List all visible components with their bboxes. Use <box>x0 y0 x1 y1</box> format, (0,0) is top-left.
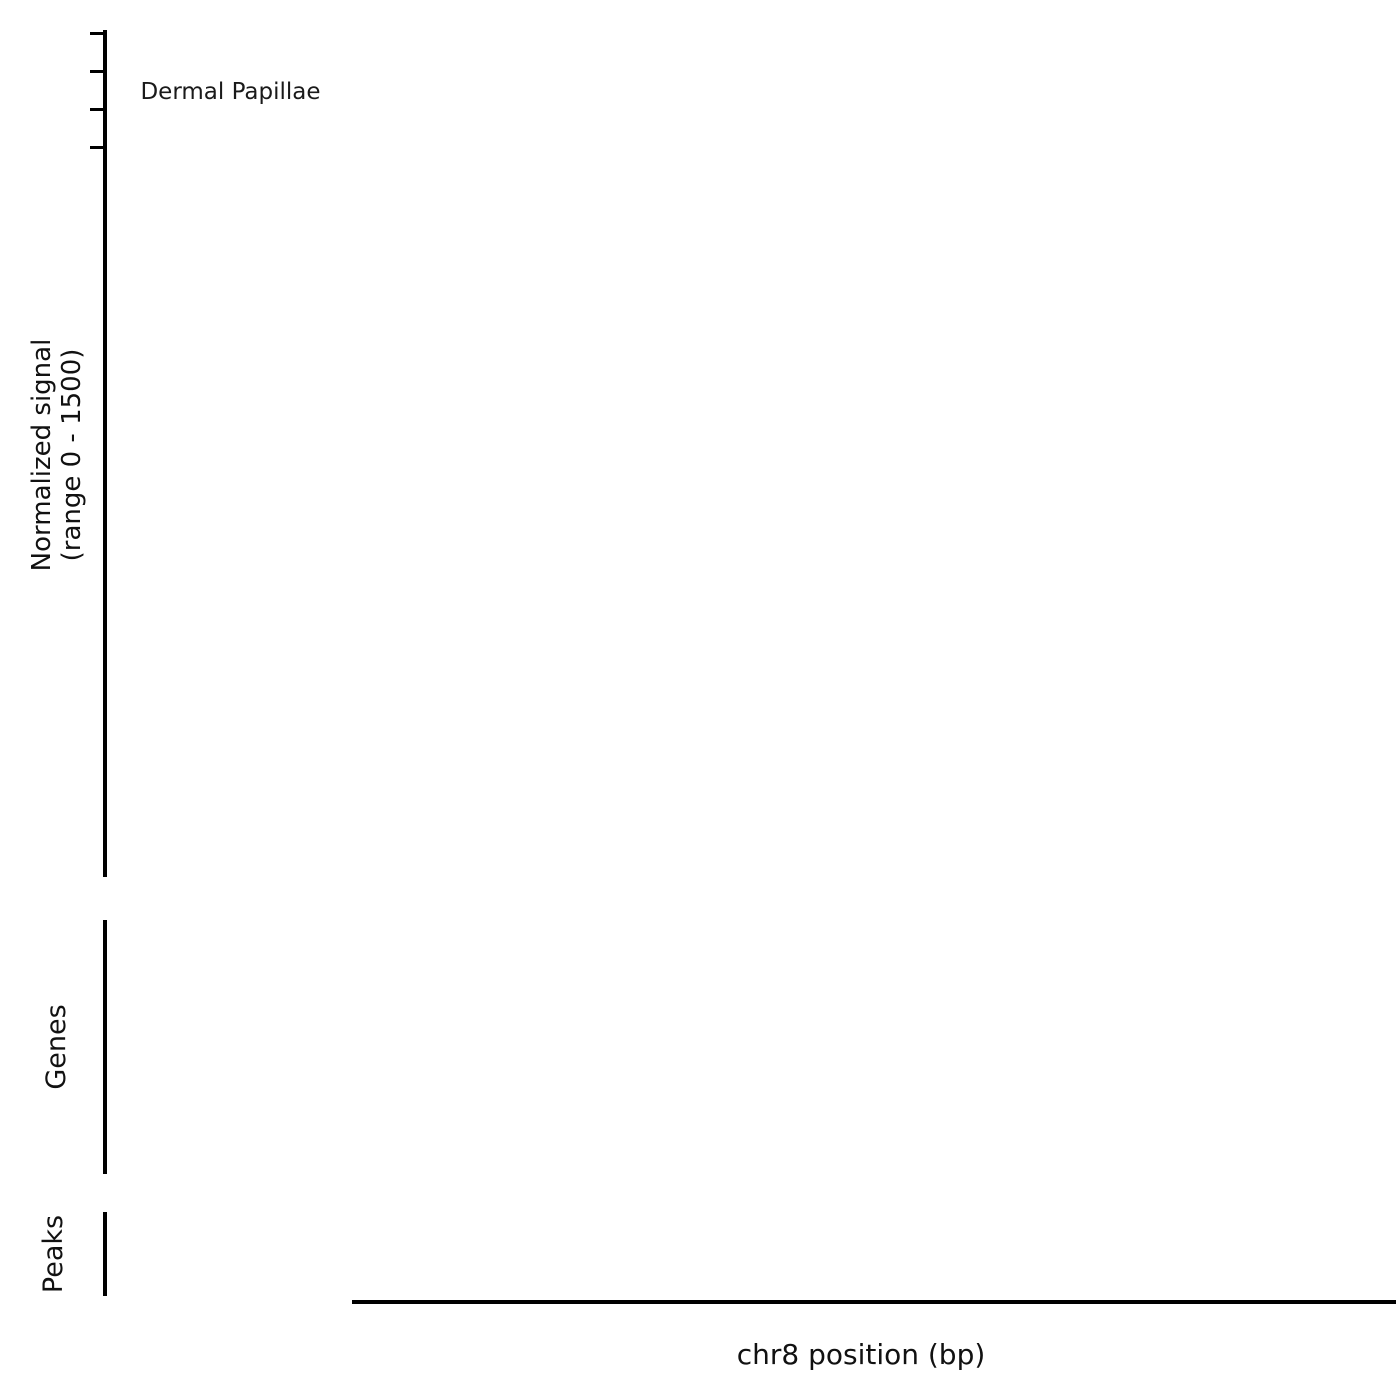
y-axis-label-line1: Normalized signal <box>27 338 57 572</box>
y-tick <box>90 146 105 149</box>
signal-y-axis-line <box>103 30 107 877</box>
x-axis-title: chr8 position (bp) <box>736 1338 986 1371</box>
genes-section-label: Genes <box>41 1004 72 1090</box>
y-tick <box>90 108 105 111</box>
y-tick <box>90 32 105 35</box>
y-tick <box>90 70 105 73</box>
x-axis-line <box>352 1300 1396 1304</box>
genes-axis-line <box>103 920 107 1174</box>
peaks-axis-line <box>103 1212 107 1296</box>
peaks-section-label: Peaks <box>38 1214 69 1294</box>
track-label-0: Dermal Papillae <box>140 79 321 105</box>
y-axis-label-line2: (range 0 - 1500) <box>57 348 87 562</box>
